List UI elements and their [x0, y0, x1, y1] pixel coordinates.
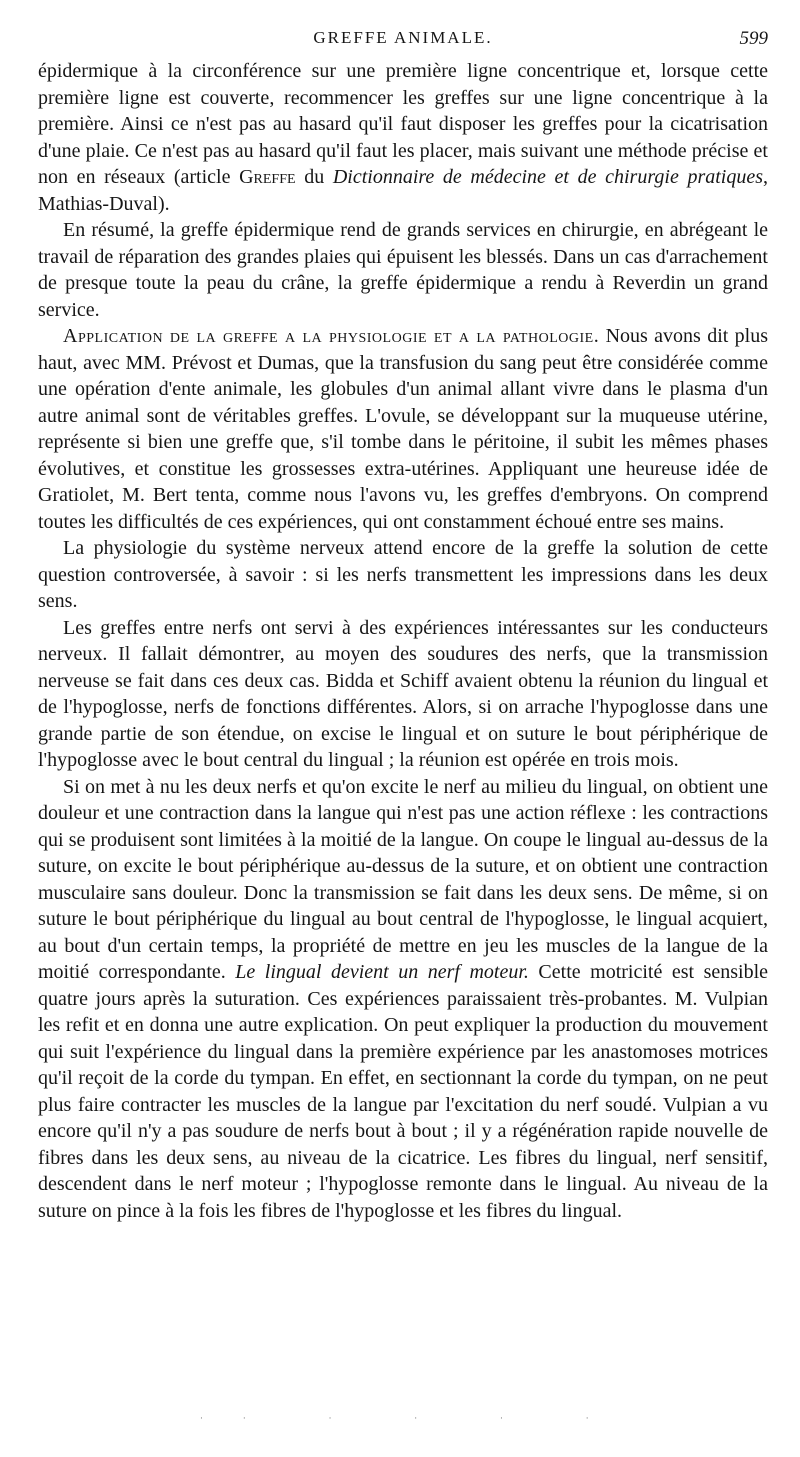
paragraph-text: épidermique à la circonférence sur une première ligne concentrique et, lorsque cette première ligne est couverte, recommencer les greffes sur une ligne concentrique à la première. Ainsi ce n'est pas au hasard qu'il faut disposer les greffes pour la cicatrisation d'une plaie. Ce n'est pas au hasard qu'il faut les placer, mais suivant une méthode précise et non en réseaux (article	[38, 60, 768, 188]
paragraph-summary: En résumé, la greffe épidermique rend de grands services en chirurgie, en abrégeant le travail de réparation des grandes plaies qui épuisent les blessés. Dans un cas d'arrachement de presque toute la peau du crâne, la greffe épidermique a rendu à Reverdin un grand service.	[38, 219, 768, 321]
emphasized-sentence: Le lingual devient un nerf moteur.	[235, 961, 529, 983]
page-header	[38, 28, 768, 58]
paragraph-continued	[38, 58, 768, 217]
paragraph-nerve-grafts: Les greffes entre nerfs ont servi à des expériences intéressantes sur les conducteurs nerveux. Il fallait démontrer, au moyen des soudures des nerfs, que la transmission nerveuse se fait dans ces deux cas. Bidda et Schiff avaient obtenu la réunion du lingual et de l'hypoglosse, nerfs de fonctions différentes. Alors, si on arrache l'hypoglosse dans une grande partie de son étendue, on excise le lingual et on suture le bout périphérique de l'hypoglosse avec le bout central du lingual ; la réunion est opérée en trois mois.	[38, 616, 768, 771]
paragraph-text: Cette motricité est sensible quatre jours après la suturation. Ces expériences paraissaient très-probantes. M. Vulpian les refit et en donna une autre explication. On peut expliquer la production du mouvement qui suit l'expérience du lingual dans la première expérience par les anastomoses motrices qu'il reçoit de la corde du tympan. En effet, en sectionnant la corde du tympan, on ne peut plus faire contracter les muscles de la langue par l'excitation du nerf soudé. Vulpian a vu encore qu'il n'y a pas soudure de nerfs bout à bout ; il y a régénération rapide nouvelle de fibres dans les deux sens, au niveau de la cicatrice. Les fibres du lingual, nerf sensitif, descendent dans le nerf moteur ; l'hypoglosse remonte dans le lingual. Au niveau de la suture on pince à la fois les fibres de l'hypoglosse et les fibres du lingual.	[38, 961, 769, 1222]
paragraph-application	[38, 323, 768, 535]
body-text	[38, 58, 768, 1224]
paragraph-text: , Mathias-Duval).	[38, 166, 769, 215]
paragraph-text: Nous avons dit plus haut, avec MM. Prévost et Dumas, que la transfusion du sang peut être considérée comme une opération d'ente animale, les globules d'un animal allant vivre dans le plasma d'un autre animal sont de véritables greffes. L'ovule, se développant sur la muqueuse utérine, représente si bien une greffe que, s'il tombe dans le péritoine, il subit les mêmes phases évolutives, et constitue les grossesses extra-utérines. Appliquant une heureuse idée de Gratiolet, M. Bert tenta, comme nous l'avons vu, les greffes d'embryons. On comprend toutes les difficultés de ces expériences, qui ont constamment échoué entre ses mains.	[38, 325, 769, 533]
article-reference: Greffe	[239, 166, 296, 188]
section-heading: Application de la greffe a la physiologie et a la pathologie.	[63, 325, 600, 347]
paragraph-nervous-system: La physiologie du système nerveux attend encore de la greffe la solution de cette question controversée, à savoir : si les nerfs transmettent les impressions dans les deux sens.	[38, 537, 768, 612]
page-number: 599	[739, 28, 768, 49]
book-title: Dictionnaire de médecine et de chirurgie pratiques	[332, 166, 764, 188]
running-title: GREFFE ANIMALE.	[313, 28, 493, 47]
print-specks: ·· · · · ·	[200, 1414, 629, 1424]
paragraph-experiments	[38, 774, 768, 1225]
paragraph-text: Si on met à nu les deux nerfs et qu'on excite le nerf au milieu du lingual, on obtient une douleur et une contraction dans la langue qui n'est pas une action réflexe : les contractions qui se produisent sont limitées à la moitié de la langue. On coupe le lingual au-dessus de la suture, on excite le bout périphérique au-dessus de la suture, et on obtient une contraction musculaire sans douleur. Donc la transmission se fait dans les deux sens. De même, si on suture le bout périphérique du lingual au bout central de l'hypoglosse, le lingual acquiert, au bout d'un certain temps, la propriété de mettre en jeu les muscles de la langue de la moitié correspondante.	[38, 775, 768, 983]
paragraph-text: du	[295, 166, 333, 188]
